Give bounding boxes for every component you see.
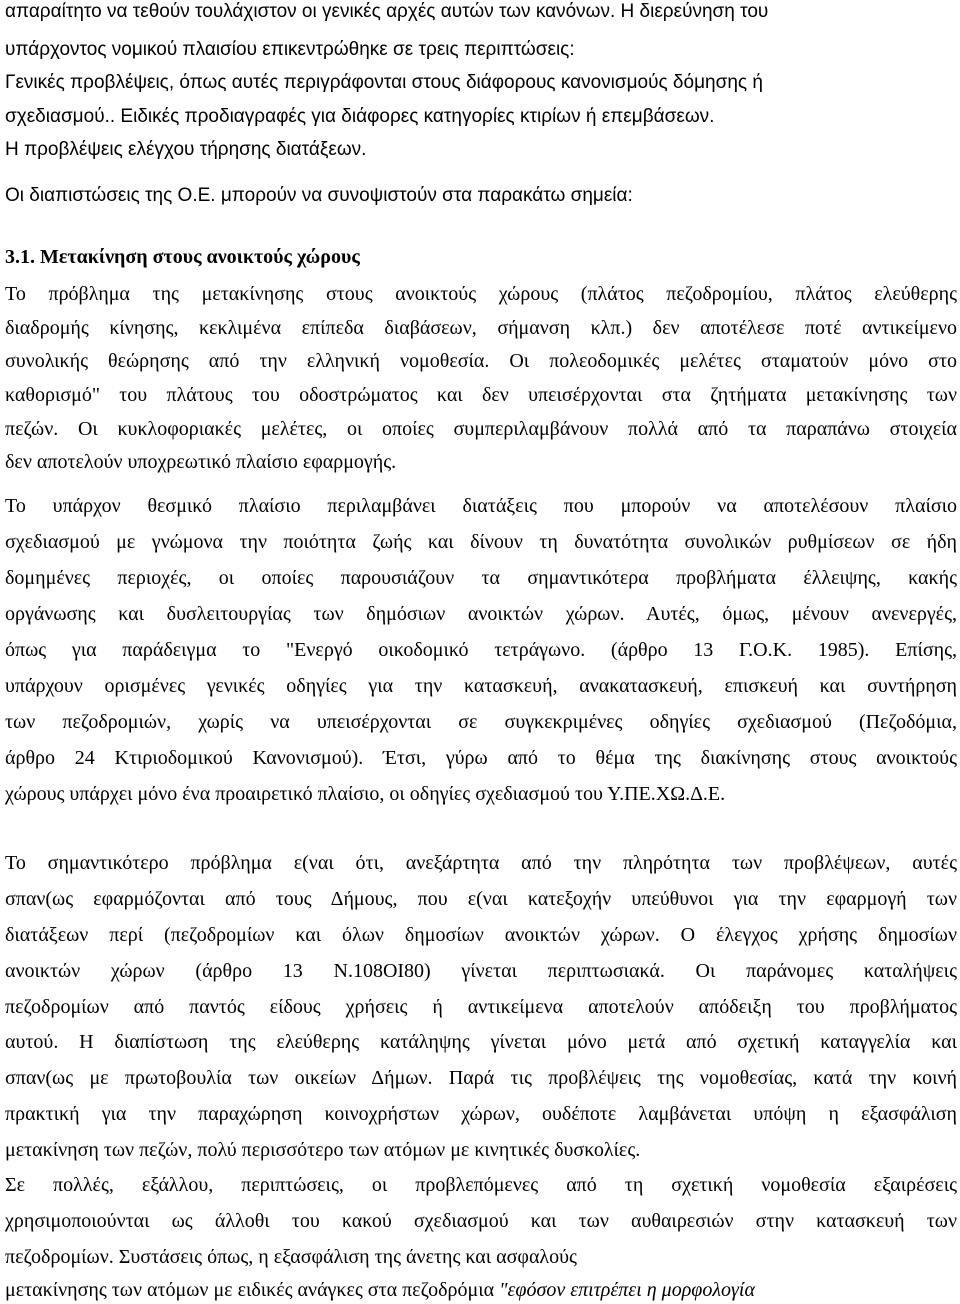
body-line: Σε πολλές, εξάλλου, περιπτώσεις, οι προβλεπόμενες από τη σχετική νομοθεσία εξαιρέσεις: [5, 1174, 957, 1196]
section-heading: 3.1. Μετακίνηση στους ανοικτούς χώρους: [5, 246, 360, 268]
body-line: ανοικτών χώρων (άρθρο 13 Ν.108ΟΙ80) γίνεται περιπτωσιακά. Οι παράνομες καταλήψεις: [5, 960, 957, 982]
body-line: διαδρομής κίνησης, κεκλιμένα επίπεδα διαβάσεων, σήμανση κλπ.) δεν αποτέλεσε ποτέ αντικείμενο: [5, 317, 957, 339]
body-line: δεν αποτελούν υποχρεωτικό πλαίσιο εφαρμογής.: [5, 451, 397, 473]
body-line: Το υπάρχον θεσμικό πλαίσιο περιλαμβάνει διατάξεις που μπορούν να αποτελέσουν πλαίσιο: [5, 495, 957, 517]
body-line: πεζοδρομίων από παντός είδους χρήσεις ή αντικείμενα αποτελούν απόδειξη του προβλήματος: [5, 996, 957, 1018]
body-line: σπαν(ως με πρωτοβουλία των οικείων Δήμων. Παρά τις προβλέψεις της νομοθεσίας, κατά την κοινή: [5, 1067, 957, 1089]
body-line: σπαν(ως εφαρμόζονται από τους Δήμους, που ε(ναι κατεξοχήν υπεύθυνοι για την εφαρμογή των: [5, 888, 957, 910]
body-line: μετακίνηση των πεζών, πολύ περισσότερο των ατόμων με κινητικές δυσκολίες.: [5, 1139, 641, 1161]
body-line: καθορισμό" του πλάτους του οδοστρώματος και δεν υπεισέρχονται στα ζητήματα μετακίνησης των: [5, 384, 957, 406]
body-line: συνολικής θεώρησης από την ελληνική νομοθεσία. Οι πολεοδομικές μελέτες σταματούν μόνο στο: [5, 350, 957, 372]
intro-line: Η προβλέψεις ελέγχου τήρησης διατάξεων.: [5, 139, 367, 160]
body-line: χώρους υπάρχει μόνο ένα προαιρετικό πλαίσιο, οι οδηγίες σχεδιασμού του Υ.ΠΕ.ΧΩ.Δ.Ε.: [5, 783, 726, 805]
body-line: αυτού. Η διαπίστωση της ελεύθερης κατάληψης γίνεται μόνο μετά από σχετική καταγγελία και: [5, 1031, 957, 1053]
body-line: δομημένες περιοχές, οι οποίες παρουσιάζουν τα σημαντικότερα προβλήματα έλλειψης, κακής: [5, 567, 957, 589]
body-line: Το σημαντικότερο πρόβλημα ε(ναι ότι, ανεξάρτητα από την πληρότητα των προβλέψεων, αυτές: [5, 852, 957, 874]
body-line: διατάξεων περί (πεζοδρομίων και όλων δημοσίων ανοικτών χώρων. Ο έλεγχος χρήσης δημοσίων: [5, 924, 957, 946]
body-line: χρησιμοποιούνται ως άλλοθι του κακού σχεδιασμού και των αυθαιρεσιών στην κατασκευή των: [5, 1210, 957, 1232]
intro-line: σχεδιασμού.. Ειδικές προδιαγραφές για διάφορες κατηγορίες κτιρίων ή επεμβάσεων.: [5, 106, 715, 127]
body-line: υπάρχουν ορισμένες γενικές οδηγίες για την κατασκευή, ανακατασκευή, επισκευή και συντήρηση: [5, 675, 957, 697]
body-line: των πεζοδρομιών, χωρίς να υπεισέρχονται σε συγκεκριμένες οδηγίες σχεδιασμού (Πεζοδόμια,: [5, 711, 957, 733]
body-line: πρακτική για την παραχώρηση κοινοχρήστων χώρων, ουδέποτε λαμβάνεται υπόψη η εξασφάλιση: [5, 1103, 957, 1125]
body-line: όπως για παράδειγμα το "Ενεργό οικοδομικό τετράγωνο. (άρθρο 13 Γ.Ο.Κ. 1985). Επίσης,: [5, 639, 957, 661]
intro-line: Γενικές προβλέψεις, όπως αυτές περιγράφονται στους διάφορους κανονισμούς δόμησης ή: [5, 72, 763, 93]
last-line-plain: μετακίνησης των ατόμων με ειδικές ανάγκες στα πεζοδρόμια: [5, 1279, 500, 1301]
intro-line: Οι διαπιστώσεις της Ο.Ε. μπορούν να συνοψιστούν στα παρακάτω σημεία:: [5, 185, 633, 206]
body-line: πεζών. Οι κυκλοφοριακές μελέτες, οι οποίες συμπεριλαμβάνουν πολλά από τα παραπάνω στοιχεία: [5, 418, 957, 440]
intro-line: υπάρχοντος νομικού πλαισίου επικεντρώθηκε σε τρεις περιπτώσεις:: [5, 39, 575, 60]
body-line-last: [5, 1279, 755, 1302]
body-line: Το πρόβλημα της μετακίνησης στους ανοικτούς χώρους (πλάτος πεζοδρομίου, πλάτος ελεύθερης: [5, 283, 957, 305]
body-line: άρθρο 24 Κτιριοδομικού Κανονισμού). Έτσι, γύρω από το θέμα της διακίνησης στους ανοικτούς: [5, 747, 957, 769]
body-line: πεζοδρομίων. Συστάσεις όπως, η εξασφάλιση της άνετης και ασφαλούς: [5, 1246, 577, 1268]
last-line-italic: "εφόσον επιτρέπει η μορφολογία: [499, 1279, 755, 1301]
intro-line: απαραίτητο να τεθούν τουλάχιστον οι γενικές αρχές αυτών των κανόνων. Η διερεύνηση του: [5, 1, 769, 22]
body-line: σχεδιασμού με γνώμονα την ποιότητα ζωής και δίνουν τη δυνατότητα συνολικών ρυθμίσεων σε ήδη: [5, 531, 957, 553]
body-line: οργάνωσης και δυσλειτουργίας των δημόσιων ανοικτών χώρων. Αυτές, όμως, μένουν ανενεργές,: [5, 603, 957, 625]
